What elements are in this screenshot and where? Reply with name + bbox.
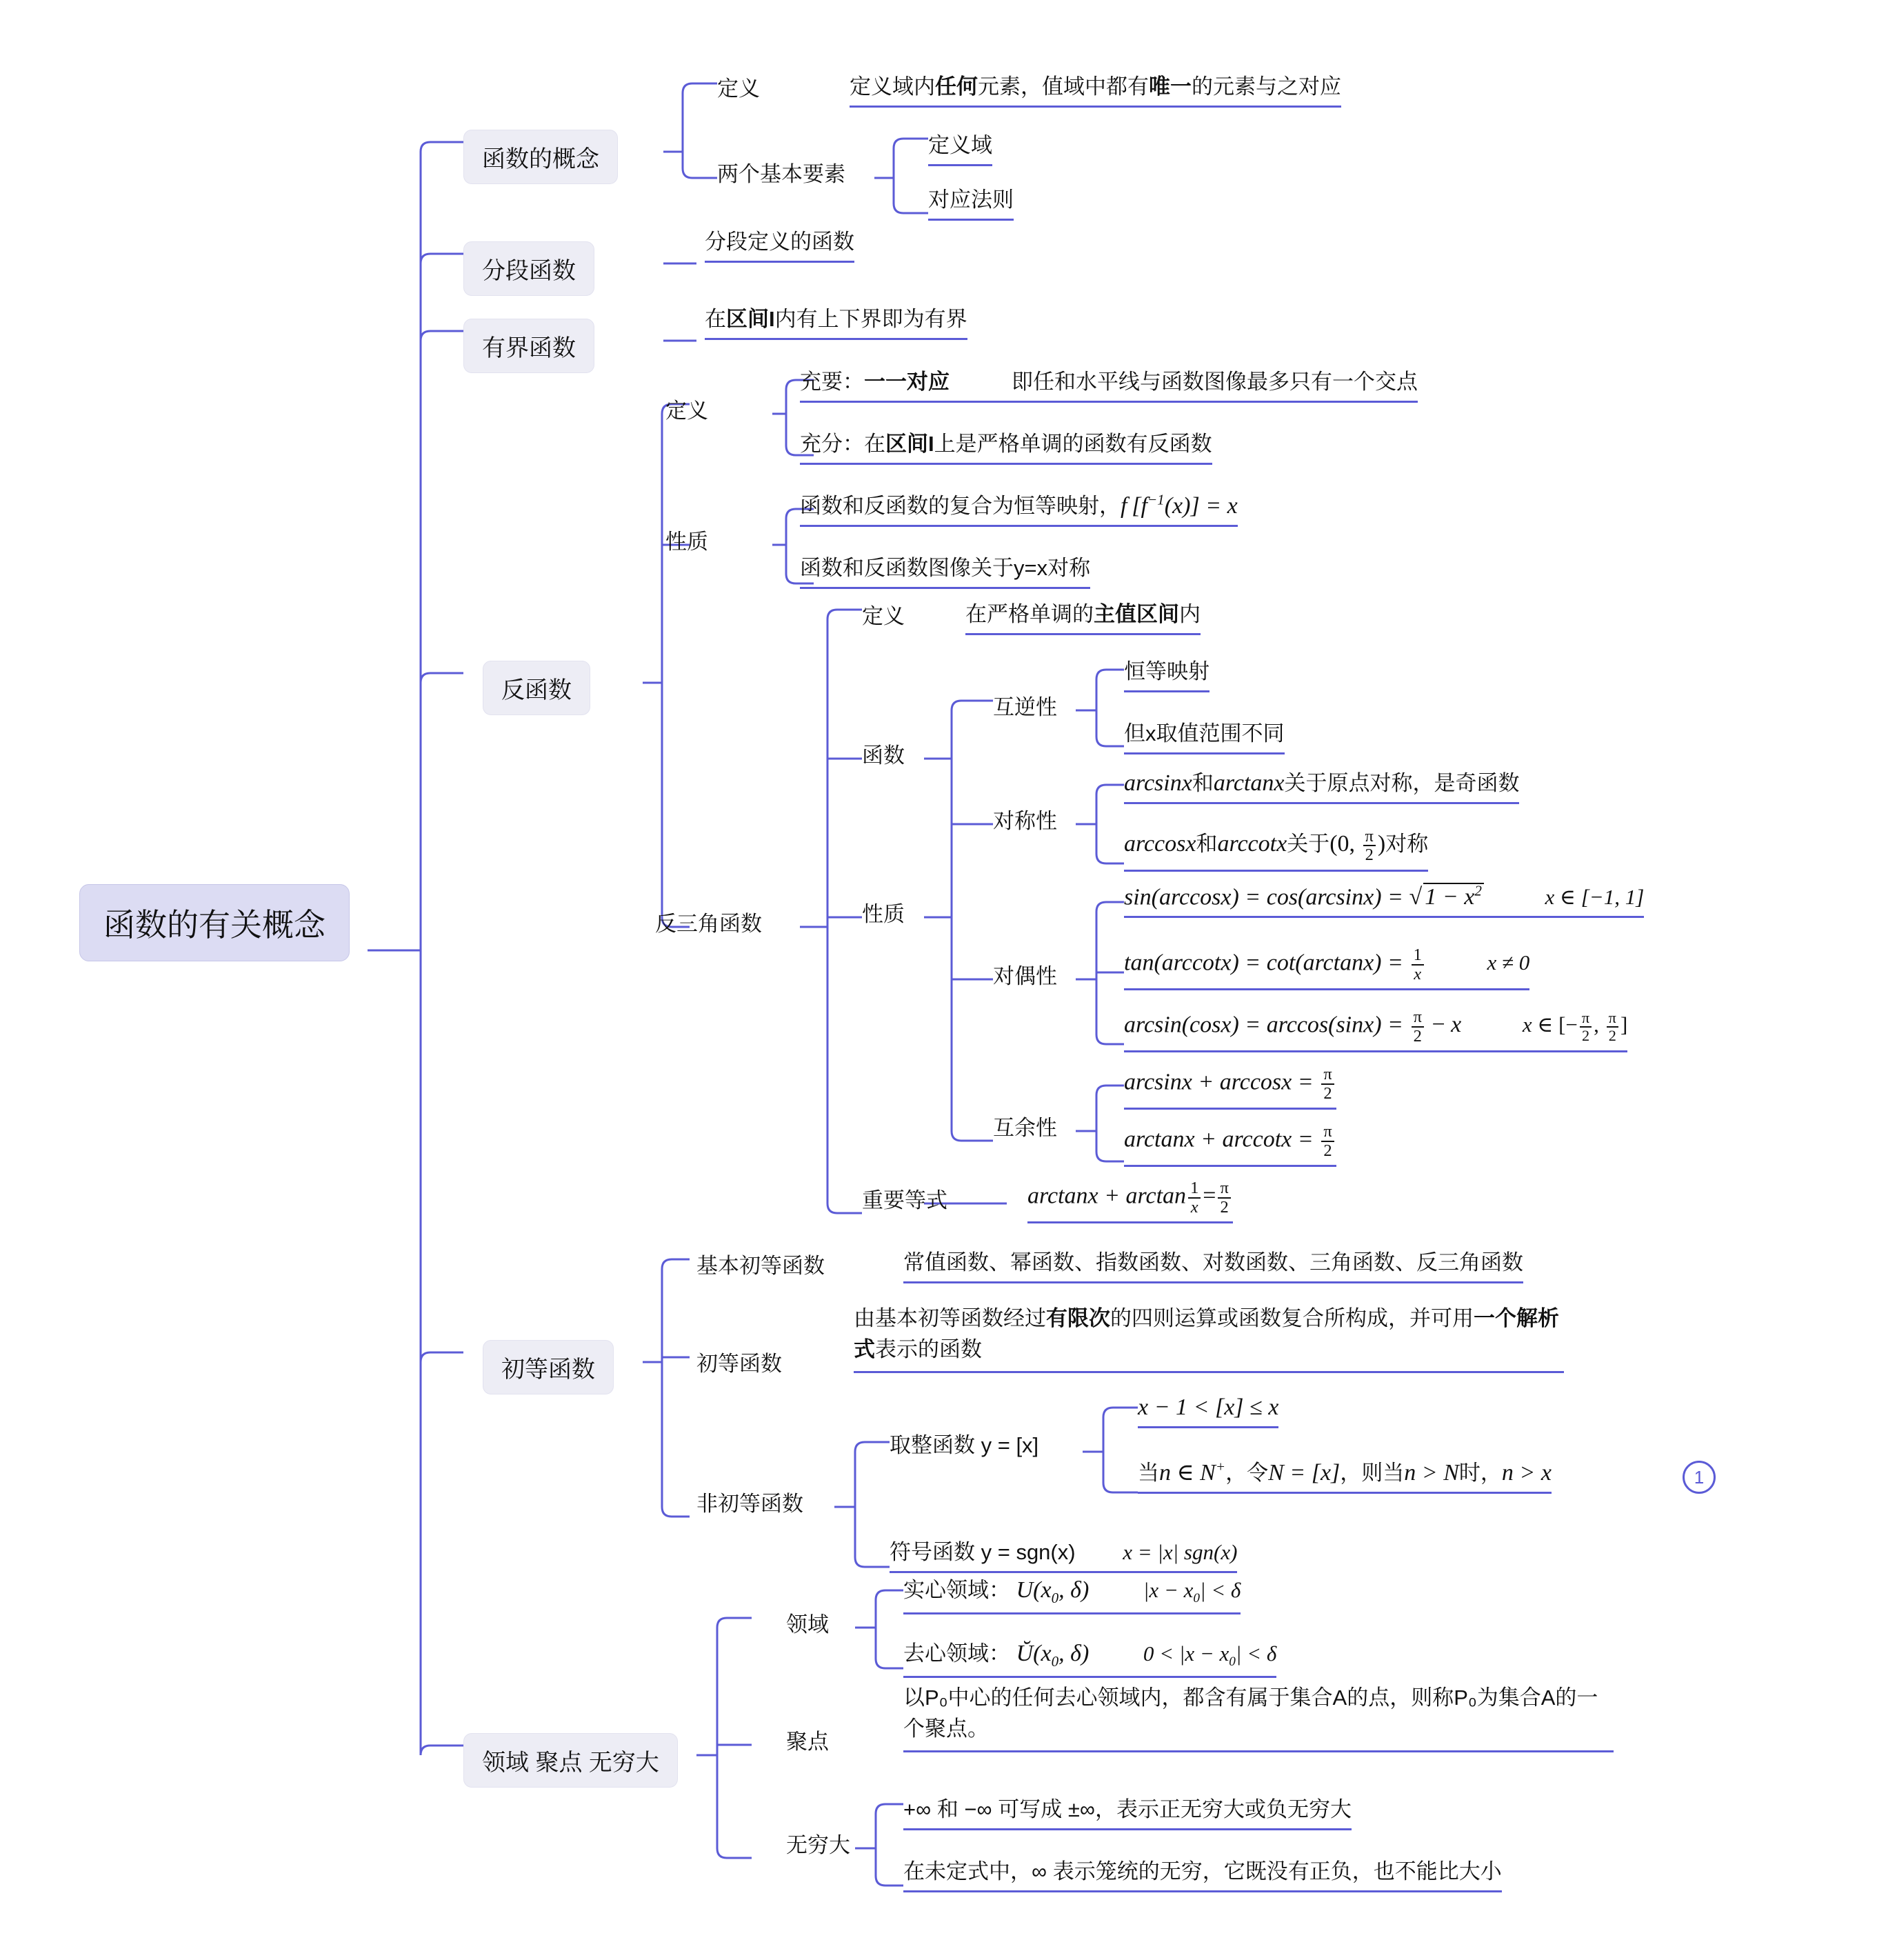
inverse-property-label: 性质: [665, 530, 708, 554]
concept-definition-text: [850, 69, 1341, 108]
inverse-def0-strong: 一一对应: [864, 370, 950, 394]
floor-label-text: 取整函数 y = [x]: [890, 1433, 1039, 1457]
inverse-def1-strong: 区间I: [885, 432, 934, 456]
infinity-item-1: 在未定式中，∞ 表示笼统的无穷，它既没有正负，也不能比大小: [903, 1854, 1502, 1892]
inverse-def1-pre: 充分：在: [800, 432, 885, 456]
arc-duality-2: arcsin(cosx) = arccos(sinx) = $\frac{\pi}{2}$ − x x ∈ [− $\frac{\pi}{2}$ , $\frac{\pi}{2}$ ]: [1124, 1008, 1627, 1052]
sgn-formula: x = |x| sgn(x): [1123, 1540, 1238, 1564]
inverse-def0-extra: 即任和水平线与函数图像最多只有一个交点: [1012, 370, 1418, 394]
inverse-prop-item-0: 函数和反函数的复合为恒等映射，f $[f^{-1}(x)] = x$: [800, 488, 1238, 527]
concept-def-a: 定义域内: [850, 74, 935, 99]
arc-complement-0: arcsinx + arccosx = $\frac{\pi}{2}$: [1124, 1066, 1336, 1110]
floor-item-1: 当n ∈ N+，令N = [x]，则当n > N时，n > x: [1138, 1455, 1552, 1494]
arc-property-label: 性质: [862, 902, 905, 926]
bounded-leaf: [705, 301, 967, 340]
floor-function-label: [890, 1428, 1038, 1459]
concept-def-b: 任何: [935, 74, 978, 99]
sgn-item: [890, 1534, 1237, 1573]
inverse-def-item-1: [800, 426, 1212, 465]
inverse-def-item-0: [800, 364, 1418, 403]
arc-symmetry-label: 对称性: [993, 809, 1057, 833]
concept-def-e: 的元素与之对应: [1192, 74, 1341, 99]
branch-piecewise[interactable]: 分段函数: [463, 241, 594, 296]
inverse-prop0-text: 函数和反函数的复合为恒等映射，: [800, 494, 1121, 518]
branch-neighborhood[interactable]: 领域 聚点 无穷大: [463, 1733, 678, 1788]
arc-important-label: 重要等式: [862, 1188, 947, 1212]
branch-elementary[interactable]: 初等函数: [483, 1340, 614, 1394]
arc-function-label: 函数: [862, 743, 905, 768]
elementary-elem-leaf: [854, 1303, 1564, 1373]
arc-def-b: 主值区间: [1094, 602, 1179, 626]
arc-important-item: arctanx + arctan $\frac{1}{x}$ = $\frac{\pi}{2}$: [1027, 1179, 1233, 1223]
arc-duality-0: sin(arccosx) = cos(arcsinx) = √ $1 - x^2$ x ∈ [−1, 1]: [1124, 883, 1644, 918]
arc-mutual-inverse-0: 恒等映射: [1124, 654, 1209, 692]
bounded-c: 内有上下界即为有界: [774, 307, 967, 331]
concept-element-rule: 对应法则: [928, 182, 1014, 221]
inverse-prop-item-1: 函数和反函数图像关于y=x对称: [800, 550, 1090, 589]
neighborhood-label: 领域: [786, 1612, 829, 1637]
concept-def-c: 元素，值域中都有: [978, 74, 1149, 99]
concept-elements-label: 两个基本要素: [717, 162, 845, 186]
arc-symmetry-0: arcsinx和arctanx关于原点对称，是奇函数: [1124, 766, 1519, 804]
arc-mutual-inverse-label: 互逆性: [993, 695, 1057, 719]
elem-c: 的四则运算或函数复合所构成，并可用: [1110, 1306, 1474, 1330]
sgn-label-text: 符号函数 y = sgn(x): [890, 1540, 1076, 1564]
arc-definition-text: [965, 597, 1201, 635]
accumulation-label: 聚点: [786, 1730, 829, 1754]
elementary-basic-leaf: 常值函数、幂函数、指数函数、对数函数、三角函数、反三角函数: [903, 1245, 1523, 1283]
concept-def-d: 唯一: [1149, 74, 1192, 99]
arc-functions-label[interactable]: 反三角函数: [655, 912, 762, 936]
arc-complement-label: 互余性: [993, 1116, 1057, 1140]
root-node[interactable]: 函数的有关概念: [79, 884, 350, 961]
elem-b: 有限次: [1046, 1306, 1110, 1330]
elementary-elem-label: 初等函数: [696, 1352, 782, 1376]
nb1-name: 去心领域：: [903, 1641, 1010, 1666]
elem-d: 一个解析式: [854, 1306, 1559, 1361]
infinity-item-0: +∞ 和 −∞ 可写成 ±∞，表示正无穷大或负无穷大: [903, 1792, 1352, 1830]
neighborhood-item-1: 去心领域： $Ŭ(x_0$, δ) $0 < |x - x_0| < \delta$: [903, 1636, 1276, 1678]
piecewise-leaf: 分段定义的函数: [705, 224, 854, 263]
inverse-definition-label: 定义: [665, 399, 708, 423]
arc-symmetry-1: arccosx和arccotx关于(0, $\frac{\pi}{2}$ )对称: [1124, 826, 1428, 872]
branch-inverse[interactable]: 反函数: [483, 661, 590, 715]
inverse-def0-pre: 充要：: [800, 370, 864, 394]
footnote-badge-1[interactable]: 1: [1683, 1461, 1716, 1494]
elementary-non-label: 非初等函数: [696, 1492, 803, 1516]
nb0-name: 实心领域：: [903, 1578, 1010, 1602]
branch-concept[interactable]: 函数的概念: [463, 130, 618, 184]
bounded-a: 在: [705, 307, 726, 331]
arc-complement-1: arctanx + arccotx = $\frac{\pi}{2}$: [1124, 1123, 1336, 1167]
elem-a: 由基本初等函数经过: [854, 1306, 1046, 1330]
bounded-b: 区间I: [726, 307, 775, 331]
accumulation-text: 以P₀中心的任何去心领域内，都含有属于集合A的点，则称P₀为集合A的一个聚点。: [903, 1683, 1614, 1752]
elem-e: 表示的函数: [875, 1337, 982, 1361]
floor-item-0: x − 1 < [x] ≤ x: [1138, 1394, 1278, 1428]
concept-element-domain: 定义域: [928, 128, 992, 166]
arc-def-a: 在严格单调的: [965, 602, 1094, 626]
inverse-def1-post: 上是严格单调的函数有反函数: [934, 432, 1212, 456]
infinity-label: 无穷大: [786, 1833, 850, 1857]
neighborhood-item-0: 实心领域： $U(x_0$, δ) $|x - x_0| < \delta$: [903, 1572, 1241, 1614]
arc-duality-1: tan(arccotx) = cot(arctanx) = $\frac{1}{x}$ x ≠ 0: [1124, 946, 1529, 990]
arc-def-c: 内: [1179, 602, 1201, 626]
elementary-basic-label: 基本初等函数: [696, 1254, 825, 1278]
branch-bounded[interactable]: 有界函数: [463, 319, 594, 373]
arc-mutual-inverse-1: 但x取值范围不同: [1124, 716, 1285, 754]
concept-definition-label: 定义: [717, 77, 760, 101]
arc-duality-label: 对偶性: [993, 964, 1057, 988]
arc-definition-label: 定义: [862, 604, 905, 628]
